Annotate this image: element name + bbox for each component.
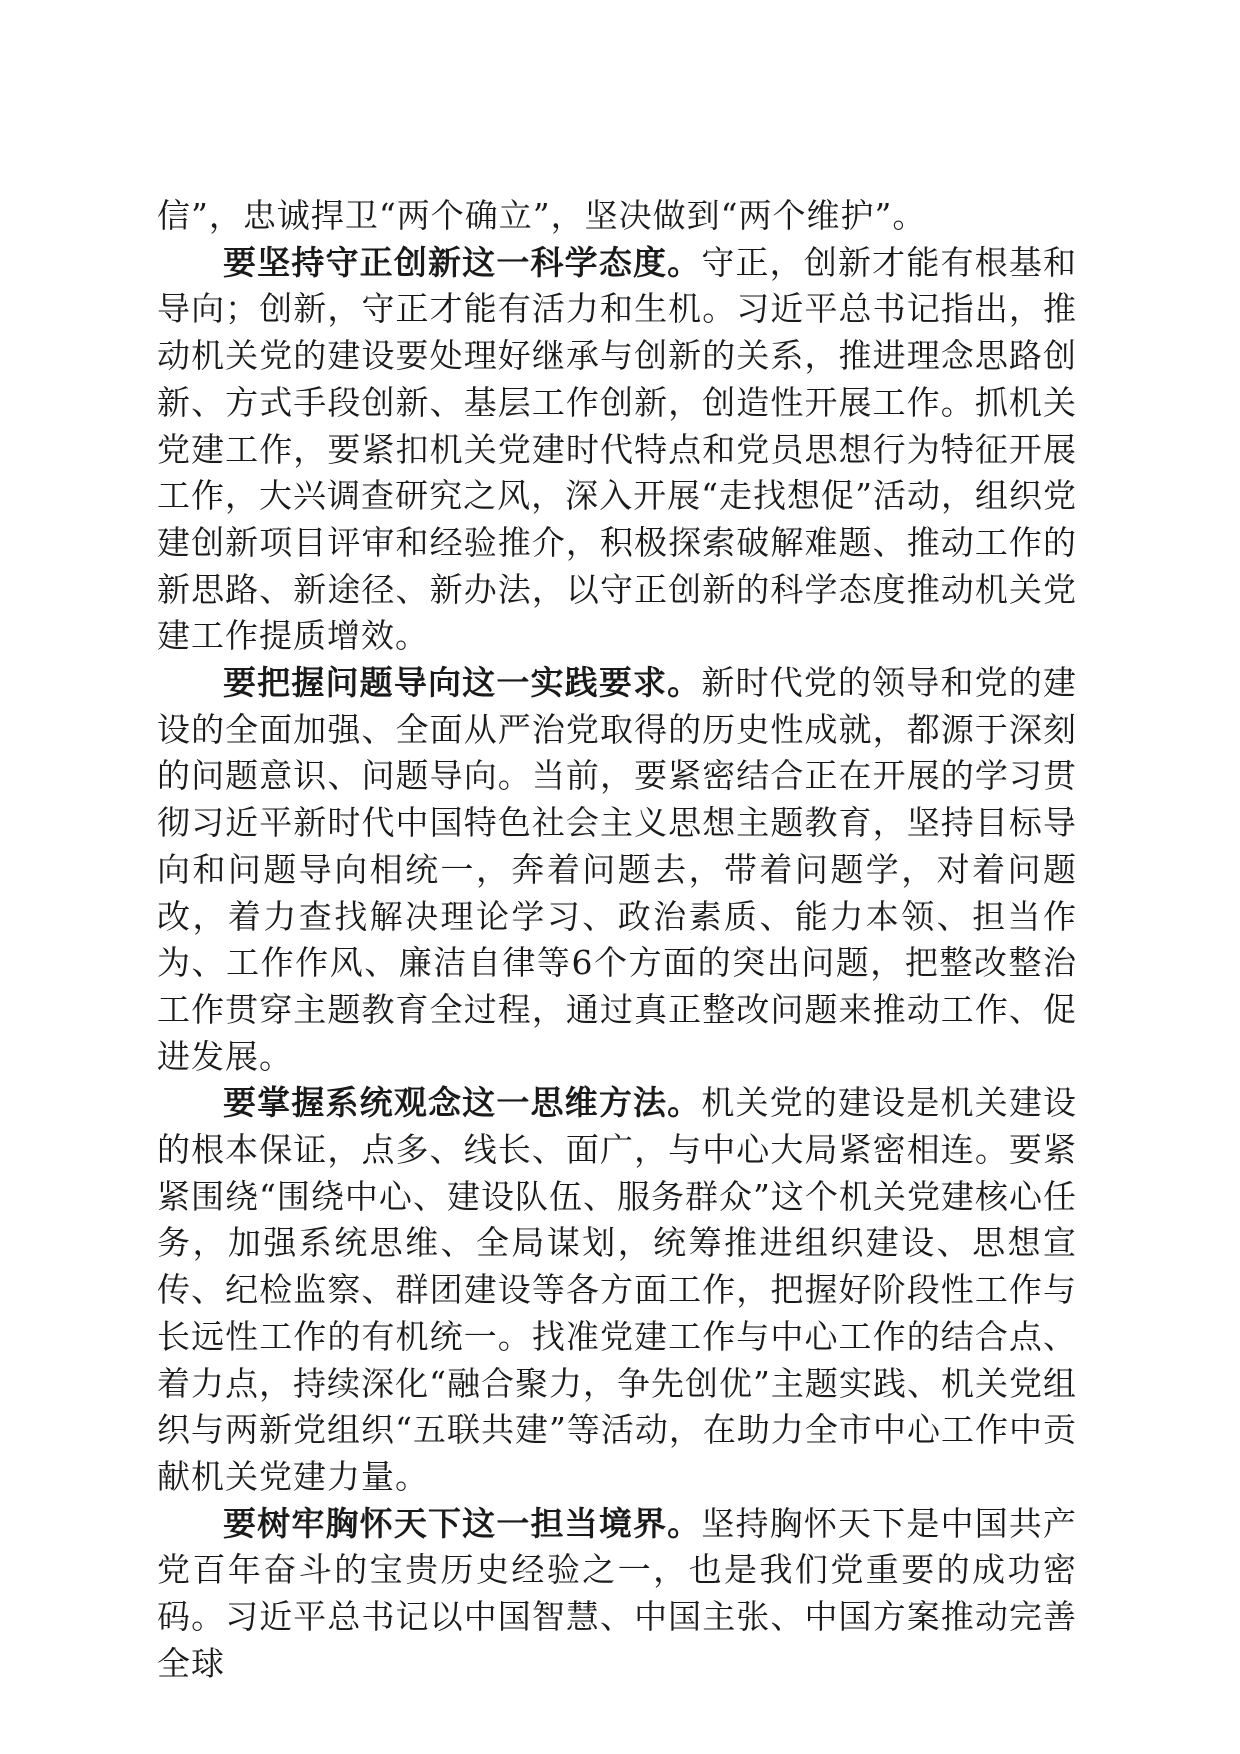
paragraph-text: 新时代党的领导和党的建设的全面加强、全面从严治党取得的历史性成就，都源于深刻的问题意识、问题导向。当前，要紧密结合正在开展的学习贯彻习近平新时代中国特色社会主义思想主题教育，坚持目标导向和问题导向相统一，奔着问题去，带着问题学，对着问题改，着力查找解决理论学习、政治素质、能力本领、担当作为、工作作风、廉洁自律等6个方面的突出问题，把整改整治工作贯穿主题教育全过程，通过真正整改问题来推动工作、促进发展。 — [157, 663, 1078, 1076]
paragraph-heading: 要把握问题导向这一实践要求。 — [223, 663, 702, 703]
paragraph-text: 坚持胸怀天下是中国共产党百年奋斗的宝贵历史经验之一，也是我们党重要的成功密码。习近平总书记以中国智慧、中国主张、中国方案推动完善全球 — [157, 1503, 1078, 1683]
paragraph-heading: 要树牢胸怀天下这一担当境界。 — [223, 1503, 702, 1543]
paragraph-problem-orientation — [157, 660, 1077, 1080]
paragraph-text: 守正，创新才能有根基和导向；创新，守正才能有活力和生机。习近平总书记指出，推动机关党的建设要处理好继承与创新的关系，推进理念思路创新、方式手段创新、基层工作创新，创造性开展工作。抓机关党建工作，要紧扣机关党建时代特点和党员思想行为特征开展工作，大兴调查研究之风，深入开展“走找想促”活动，组织党建创新项目评审和经验推介，积极探索破解难题、推动工作的新思路、新途径、新办法，以守正创新的科学态度推动机关党建工作提质增效。 — [157, 242, 1078, 656]
paragraph-system-concept — [157, 1080, 1077, 1500]
paragraph-text: 信”，忠诚捍卫“两个确立”，坚决做到“两个维护”。 — [157, 196, 927, 235]
paragraph-heading: 要掌握系统观念这一思维方法。 — [223, 1083, 702, 1123]
paragraph-heading: 要坚持守正创新这一科学态度。 — [223, 242, 702, 282]
paragraph-innovation — [157, 240, 1077, 660]
paragraph-world-vision — [157, 1501, 1077, 1688]
paragraph-text: 机关党的建设是机关建设的根本保证，点多、线长、面广，与中心大局紧密相连。要紧紧围绕“围绕中心、建设队伍、服务群众”这个机关党建核心任务，加强系统思维、全局谋划，统筹推进组织建设、思想宣传、纪检监察、群团建设等各方面工作，把握好阶段性工作与长远性工作的有机统一。找准党建工作与中心工作的结合点、着力点，持续深化“融合聚力，争先创优”主题实践、机关党组织与两新党组织“五联共建”等活动，在助力全市中心工作中贡献机关党建力量。 — [157, 1083, 1078, 1496]
document-body — [157, 193, 1077, 1688]
paragraph-continuation — [157, 193, 1077, 240]
